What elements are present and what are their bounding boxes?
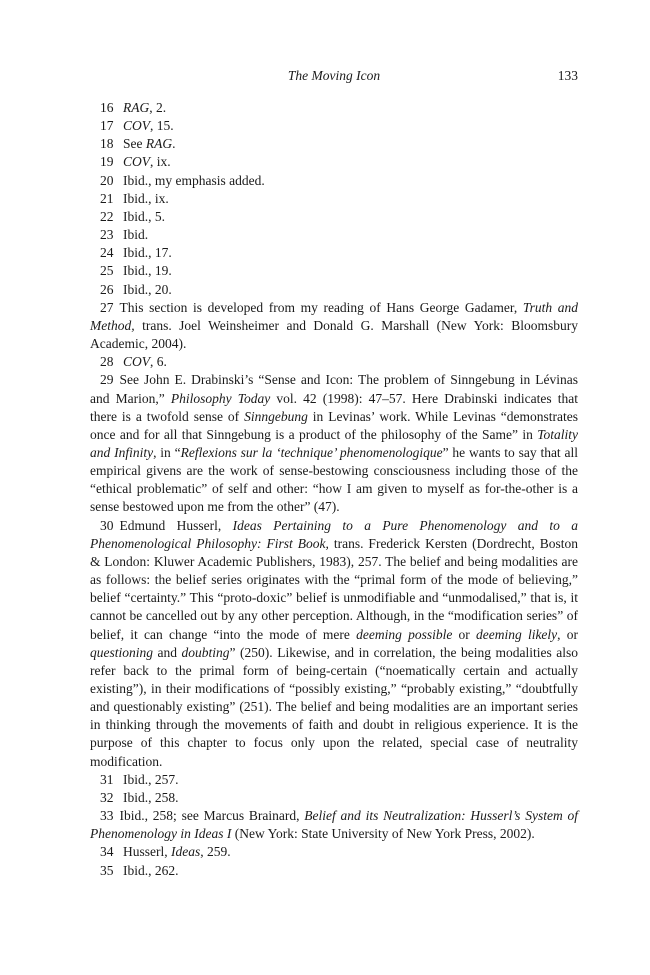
- endnote-28: [90, 353, 578, 371]
- endnote-text: Ibid., 19.: [123, 263, 172, 279]
- endnote-text: COV, 6.: [123, 354, 167, 370]
- endnote-22: [90, 208, 578, 226]
- endnote-text: Ibid., my emphasis added.: [123, 172, 265, 188]
- page-header: [90, 68, 578, 88]
- endnotes-list: [90, 99, 578, 880]
- endnote-text: Ibid., 17.: [123, 245, 172, 261]
- endnote-16: [90, 99, 578, 117]
- endnote-number: 25: [100, 263, 114, 279]
- endnote-21: [90, 190, 578, 208]
- endnote-19: [90, 153, 578, 171]
- endnote-31: [90, 771, 578, 789]
- endnote-number: 24: [100, 245, 114, 261]
- endnote-text: RAG, 2.: [123, 100, 167, 115]
- endnote-35: [90, 862, 578, 880]
- endnote-30: [90, 517, 578, 771]
- endnote-number: 22: [100, 208, 114, 224]
- endnote-number: 34: [100, 844, 114, 860]
- endnote-number: 23: [100, 227, 114, 243]
- endnote-23: [90, 226, 578, 244]
- endnote-25: [90, 262, 578, 280]
- endnote-number: 16: [100, 100, 114, 115]
- endnote-26: [90, 281, 578, 299]
- endnote-text: Ibid., 262.: [123, 862, 179, 878]
- endnote-18: [90, 135, 578, 153]
- endnote-number: 32: [100, 789, 114, 805]
- endnote-text: See RAG.: [123, 136, 176, 152]
- endnote-text: Edmund Husserl, Ideas Pertaining to a Pure Phenomenology and to a Phenomenological Philosophy: First Book, trans. Frederick Kersten (Dordrecht, Boston & London: Kluwer Academic Publishers, 1983), 257. The belief and being modalities are as follows: the belief series originates with the “primal form of the mode of believing,” belief “certainty.” This “proto-doxic” belief is unmodifiable and “unmodalised,” that is, it cannot be cancelled out by any other perception. Although, in the “modification series” of belief, it can change “into the mode of mere deeming possible or deeming likely, or questioning and doubting” (250). Likewise, and in correlation, the being modalities also refer back to the primal form of being-certain (“noematically certain and actually existing”), in their modifications of “possibly existing,” “probably existing,” “doubtfully and questionably existing” (251). The belief and being modalities are an important series in thinking through the movements of faith and doubt in religious experience. It is the purpose of this chapter to focus only upon the related, special case of neutrality modification.: [90, 517, 578, 769]
- endnote-number: 18: [100, 136, 114, 152]
- endnote-text: Husserl, Ideas, 259.: [123, 844, 231, 860]
- endnote-text: See John E. Drabinski’s “Sense and Icon: The problem of Sinngebung in Lévinas and Marion,” Philosophy Today vol. 42 (1998): 47–57. Here Drabinski indicates that there is a twofold sense of Sinngebung in Levinas’ work. While Levinas “demonstrates once and for all that Sinngebung is a product of the philosophy of the Same” in Totality and Infinity, in “Reflexions sur la ‘technique’ phenomenologique” he wants to say that all empirical givens are the work of sense-bestowing consciousness including those of the “ethical problematic” of self and other: “how I am given to myself as for-the-other is a sense bestowed upon me from the other” (47).: [90, 372, 579, 515]
- endnote-text: COV, 15.: [123, 118, 174, 134]
- endnote-text: Ibid.: [123, 227, 149, 243]
- endnote-text: Ibid., 258; see Marcus Brainard, Belief and its Neutralization: Husserl’s System of Phenomenology in Ideas I (New York: State University of New York Press, 2002).: [90, 808, 579, 842]
- endnote-number: 20: [100, 172, 114, 188]
- endnote-24: [90, 244, 578, 262]
- endnote-number: 21: [100, 190, 114, 206]
- endnote-27: [90, 299, 578, 353]
- endnote-text: This section is developed from my reading of Hans George Gadamer, Truth and Method, trans. Joel Weinsheimer and Donald G. Marshall (New York: Bloomsbury Academic, 2004).: [90, 299, 578, 352]
- page-number: 133: [557, 68, 578, 83]
- endnote-number: 17: [100, 118, 114, 134]
- endnote-29: [90, 371, 578, 516]
- endnote-text: COV, ix.: [123, 154, 171, 170]
- endnote-number: 30: [100, 517, 114, 533]
- endnote-number: 28: [100, 354, 114, 370]
- endnote-number: 33: [100, 808, 114, 824]
- endnote-number: 27: [100, 299, 114, 315]
- endnote-17: [90, 117, 578, 135]
- endnote-number: 35: [100, 862, 114, 878]
- endnote-number: 31: [100, 771, 114, 787]
- endnote-20: [90, 172, 578, 190]
- endnote-text: Ibid., ix.: [123, 190, 169, 206]
- endnote-text: Ibid., 5.: [123, 208, 165, 224]
- endnote-text: Ibid., 20.: [123, 281, 172, 297]
- endnote-text: Ibid., 257.: [123, 771, 179, 787]
- endnote-32: [90, 789, 578, 807]
- endnote-33: [90, 807, 578, 843]
- endnote-34: [90, 843, 578, 861]
- endnote-number: 26: [100, 281, 114, 297]
- endnote-number: 29: [100, 372, 114, 388]
- running-title: The Moving Icon: [287, 68, 381, 83]
- endnote-number: 19: [100, 154, 114, 170]
- endnote-text: Ibid., 258.: [123, 789, 179, 805]
